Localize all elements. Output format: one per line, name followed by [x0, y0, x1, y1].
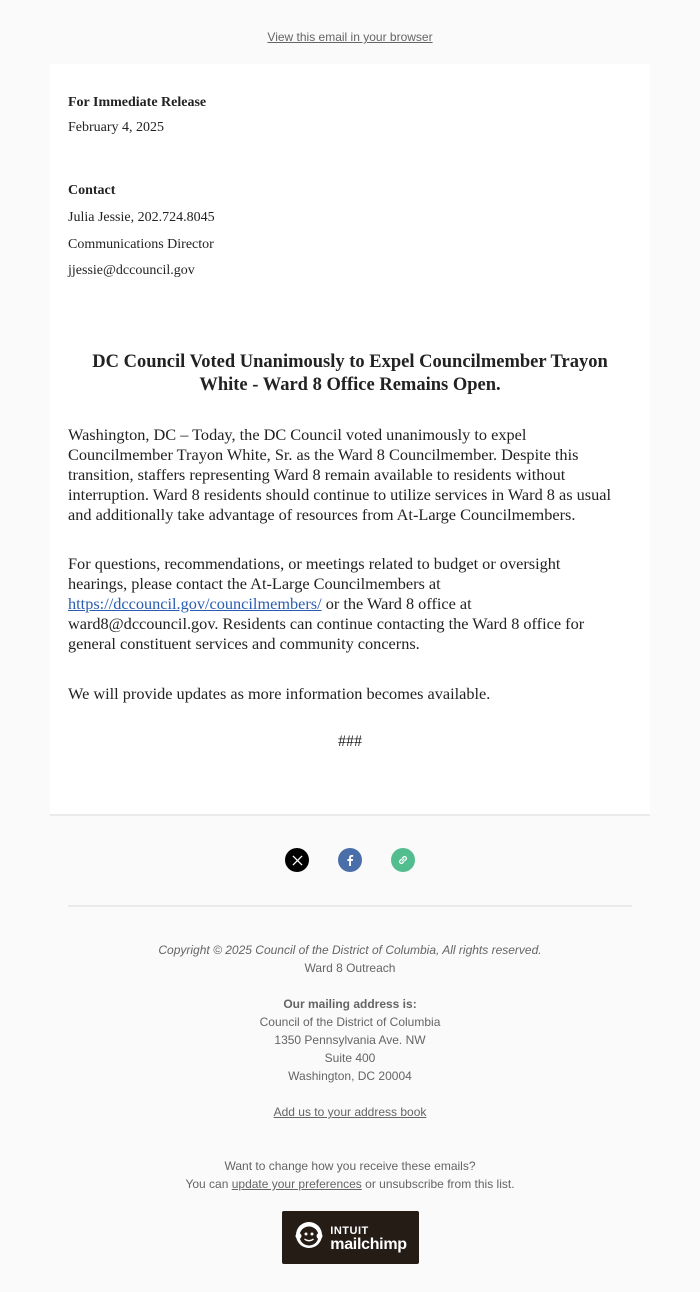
x-logo-icon[interactable] [285, 848, 309, 872]
councilmembers-link[interactable]: https://dccouncil.gov/councilmembers/ [68, 594, 322, 613]
paragraph-2-line: For questions, recommendations, or meetings related to budget or oversight [68, 554, 561, 573]
headline-line-2: White - Ward 8 Office Remains Open. [199, 375, 501, 395]
address-line: 1350 Pennsylvania Ave. NW [274, 1033, 426, 1047]
paragraph-2-line: general constituent services and community concerns. [68, 634, 420, 653]
paragraph-1-line: Washington, DC – Today, the DC Council voted unanimously to expel [68, 425, 527, 444]
release-date: February 4, 2025 [68, 120, 165, 135]
end-marks: ### [338, 733, 362, 750]
footer-divider [68, 905, 632, 907]
facebook-icon[interactable] [338, 848, 362, 872]
add-address-book-link[interactable]: Add us to your address book [273, 1105, 427, 1119]
mailchimp-wordmark [330, 1225, 406, 1251]
paragraph-2-line: ward8@dccouncil.gov. Residents can continue contacting the Ward 8 office for [68, 614, 585, 633]
paragraph-2-line [68, 594, 638, 614]
change-prompt: Want to change how you receive these emails? [224, 1159, 476, 1173]
link-icon[interactable] [391, 848, 415, 872]
copyright-text: Copyright © 2025 Council of the District of Columbia, All rights reserved. [158, 943, 542, 957]
mailing-label: Our mailing address is: [283, 997, 417, 1011]
unsubscribe-text: or unsubscribe from this list. [361, 1177, 515, 1191]
address-line: Suite 400 [324, 1051, 376, 1065]
contact-name-phone: Julia Jessie, 202.724.8045 [68, 210, 215, 225]
you-can-text: You can [185, 1177, 232, 1191]
mailchimp-badge[interactable] [282, 1211, 419, 1264]
address-line: Washington, DC 20004 [288, 1069, 412, 1083]
paragraph-2 [68, 554, 638, 654]
contact-label: Contact [68, 183, 116, 198]
list-name: Ward 8 Outreach [304, 961, 396, 975]
add-address-book-row [0, 1103, 700, 1121]
mailchimp-freddie-icon [294, 1220, 324, 1255]
paragraph-2-line: hearings, please contact the At-Large Councilmembers at [68, 574, 441, 593]
paragraph-3: We will provide updates as more information becomes available. [68, 684, 491, 703]
paragraph-1-line: interruption. Ward 8 residents should continue to utilize services in Ward 8 as usual [68, 485, 611, 504]
contact-title: Communications Director [68, 237, 214, 252]
update-preferences-link[interactable]: update your preferences [231, 1177, 362, 1191]
paragraph-1-line: and additionally take advantage of resources from At-Large Councilmembers. [68, 505, 576, 524]
mailchimp-text: mailchimp [330, 1235, 407, 1253]
release-label: For Immediate Release [68, 95, 207, 110]
intuit-text: INTUIT [330, 1224, 369, 1237]
email-body-card [50, 64, 650, 816]
headline-line-1: DC Council Voted Unanimously to Expel Councilmember Trayon [92, 352, 608, 372]
contact-email: jjessie@dccouncil.gov [68, 263, 195, 278]
paragraph-2-text: or the Ward 8 office at [321, 594, 472, 613]
article-headline [68, 351, 632, 397]
preferences-row [0, 1175, 700, 1193]
paragraph-1 [68, 425, 638, 525]
address-line: Council of the District of Columbia [259, 1015, 441, 1029]
paragraph-1-line: Councilmember Trayon White, Sr. as the Ward 8 Councilmember. Despite this [68, 445, 579, 464]
paragraph-1-line: transition, staffers representing Ward 8 remain available to residents without [68, 465, 566, 484]
view-in-browser-link[interactable]: View this email in your browser [267, 30, 433, 44]
